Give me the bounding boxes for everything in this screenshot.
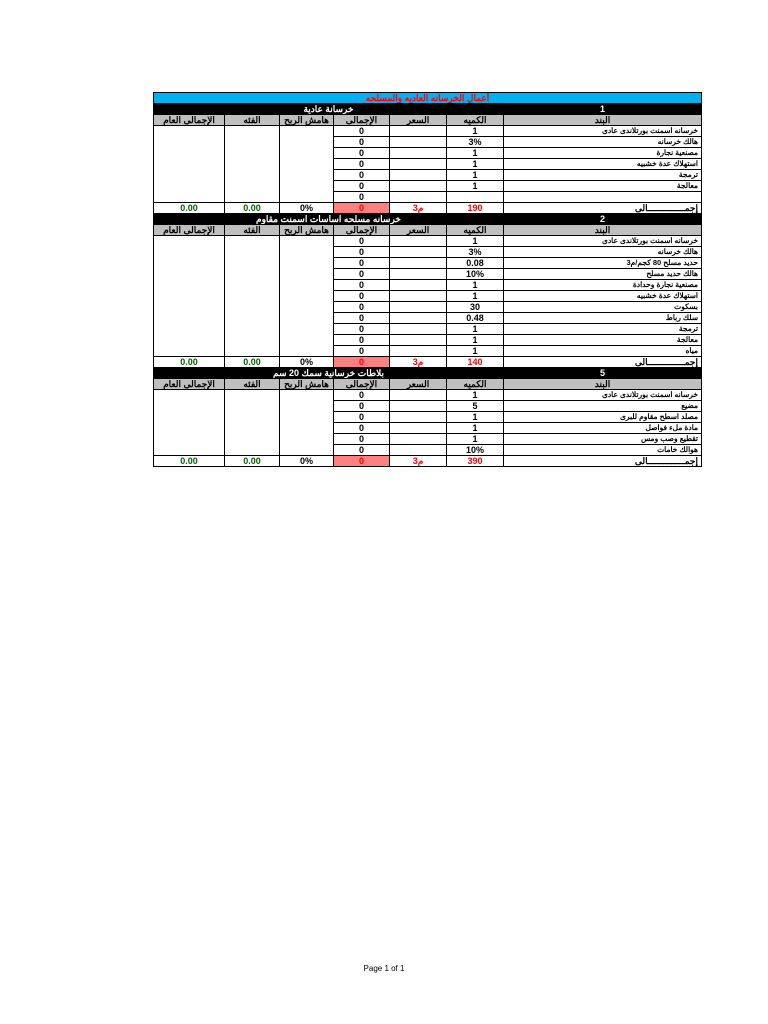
row-qty: 0.48 xyxy=(447,313,504,324)
row-qty: 1 xyxy=(447,148,504,159)
row-price xyxy=(390,247,447,258)
row-price xyxy=(390,159,447,170)
row-item: مضيع xyxy=(504,401,702,412)
header-total: الإجمالى xyxy=(334,379,390,390)
section-number: 5 xyxy=(504,368,702,379)
unit-label: م3 xyxy=(390,203,447,214)
row-qty: 10% xyxy=(447,269,504,280)
row-price xyxy=(390,291,447,302)
header-price: السعر xyxy=(390,115,447,126)
row-item: تقطيع وصب ومس xyxy=(504,434,702,445)
row-qty: 1 xyxy=(447,280,504,291)
header-category: الفئه xyxy=(225,379,280,390)
total-label: إجمــــــــــــــالى xyxy=(504,456,702,467)
header-grand-total: الإجمالى العام xyxy=(154,115,225,126)
row-total: 0 xyxy=(334,137,390,148)
row-item: هالك خرسانه xyxy=(504,137,702,148)
row-qty xyxy=(447,192,504,203)
total-label: إجمــــــــــــــالى xyxy=(504,203,702,214)
row-item: معالجة xyxy=(504,335,702,346)
margin-value: 0% xyxy=(280,357,334,368)
row-price xyxy=(390,269,447,280)
row-qty: 1 xyxy=(447,159,504,170)
section-header xyxy=(154,368,702,379)
row-total: 0 xyxy=(334,390,390,401)
row-total: 0 xyxy=(334,302,390,313)
table-row xyxy=(154,126,702,137)
row-price xyxy=(390,236,447,247)
boq-sheet xyxy=(153,92,702,467)
row-item: حديد مسلح 80 كجم/م3 xyxy=(504,258,702,269)
category-value: 0.00 xyxy=(225,203,280,214)
section-title: خرسانة عادية xyxy=(154,104,504,115)
margin-value: 0% xyxy=(280,456,334,467)
unit-label: م3 xyxy=(390,456,447,467)
section-number: 1 xyxy=(504,104,702,115)
table-row xyxy=(154,236,702,247)
row-item: استهلاك عدة خشبيه xyxy=(504,159,702,170)
row-item: ترمجة xyxy=(504,324,702,335)
row-total: 0 xyxy=(334,423,390,434)
header-category: الفئه xyxy=(225,115,280,126)
row-total: 0 xyxy=(334,148,390,159)
row-qty: 10% xyxy=(447,445,504,456)
header-qty: الكميه xyxy=(447,225,504,236)
row-price xyxy=(390,434,447,445)
section-header xyxy=(154,104,702,115)
row-item: مصنعية نجارة وحدادة xyxy=(504,280,702,291)
header-total: الإجمالى xyxy=(334,115,390,126)
section-number: 2 xyxy=(504,214,702,225)
row-price xyxy=(390,148,447,159)
header-item: البند xyxy=(504,225,702,236)
row-qty: 30 xyxy=(447,302,504,313)
row-qty: 5 xyxy=(447,401,504,412)
row-item: خرسانه اسمنت بورتلاندى عادى xyxy=(504,390,702,401)
section-total-value: 0 xyxy=(334,456,390,467)
header-qty: الكميه xyxy=(447,379,504,390)
row-item: هوالك خامات xyxy=(504,445,702,456)
header-total: الإجمالى xyxy=(334,225,390,236)
row-price xyxy=(390,313,447,324)
grand-total-blank xyxy=(154,390,225,456)
row-total: 0 xyxy=(334,434,390,445)
row-price xyxy=(390,401,447,412)
row-item: خرسانه اسمنت بورتلاندى عادى xyxy=(504,126,702,137)
category-blank xyxy=(225,126,280,203)
row-price xyxy=(390,137,447,148)
header-margin: هامش الربح xyxy=(280,115,334,126)
row-total: 0 xyxy=(334,236,390,247)
category-value: 0.00 xyxy=(225,357,280,368)
row-item: استهلاك عدة خشبيه xyxy=(504,291,702,302)
row-total: 0 xyxy=(334,258,390,269)
header-item: البند xyxy=(504,379,702,390)
row-item: مياه xyxy=(504,346,702,357)
row-total: 0 xyxy=(334,280,390,291)
row-qty: 1 xyxy=(447,291,504,302)
row-total: 0 xyxy=(334,170,390,181)
row-price xyxy=(390,423,447,434)
row-total: 0 xyxy=(334,346,390,357)
section-total-value: 0 xyxy=(334,203,390,214)
header-grand-total: الإجمالى العام xyxy=(154,379,225,390)
row-item: بسكوت xyxy=(504,302,702,313)
margin-blank xyxy=(280,126,334,203)
row-qty: 1 xyxy=(447,423,504,434)
row-price xyxy=(390,258,447,269)
row-price xyxy=(390,170,447,181)
sheet-title-row xyxy=(154,93,702,104)
row-price xyxy=(390,181,447,192)
header-qty: الكميه xyxy=(447,115,504,126)
row-qty: 1 xyxy=(447,170,504,181)
row-total: 0 xyxy=(334,159,390,170)
section-total-row xyxy=(154,357,702,368)
row-price xyxy=(390,390,447,401)
row-qty: 1 xyxy=(447,434,504,445)
column-header-row xyxy=(154,115,702,126)
row-item: معالجة xyxy=(504,181,702,192)
grand-total-blank xyxy=(154,126,225,203)
row-qty: 1 xyxy=(447,346,504,357)
column-header-row xyxy=(154,225,702,236)
row-price xyxy=(390,302,447,313)
row-total: 0 xyxy=(334,126,390,137)
row-total: 0 xyxy=(334,192,390,203)
grand-total-value: 0.00 xyxy=(154,357,225,368)
row-qty: 0.08 xyxy=(447,258,504,269)
row-qty: 1 xyxy=(447,181,504,192)
category-value: 0.00 xyxy=(225,456,280,467)
row-total: 0 xyxy=(334,313,390,324)
grand-total-value: 0.00 xyxy=(154,456,225,467)
row-item: مادة ملء فواصل xyxy=(504,423,702,434)
header-price: السعر xyxy=(390,379,447,390)
total-label: إجمــــــــــــــالى xyxy=(504,357,702,368)
row-total: 0 xyxy=(334,269,390,280)
row-item: ترمجة xyxy=(504,170,702,181)
row-item: مصنعية نجارة xyxy=(504,148,702,159)
section-total-row xyxy=(154,203,702,214)
margin-blank xyxy=(280,390,334,456)
row-item xyxy=(504,192,702,203)
row-total: 0 xyxy=(334,181,390,192)
row-qty: 1 xyxy=(447,126,504,137)
row-qty: 1 xyxy=(447,412,504,423)
header-margin: هامش الربح xyxy=(280,225,334,236)
section-header xyxy=(154,214,702,225)
header-margin: هامش الربح xyxy=(280,379,334,390)
row-price xyxy=(390,192,447,203)
row-total: 0 xyxy=(334,324,390,335)
row-price xyxy=(390,335,447,346)
header-item: البند xyxy=(504,115,702,126)
section-quantity: 190 xyxy=(447,203,504,214)
margin-value: 0% xyxy=(280,203,334,214)
unit-label: م3 xyxy=(390,357,447,368)
row-total: 0 xyxy=(334,412,390,423)
row-qty: 3% xyxy=(447,137,504,148)
row-total: 0 xyxy=(334,445,390,456)
row-item: مصلد اسطح مقاوم للبرى xyxy=(504,412,702,423)
row-price xyxy=(390,412,447,423)
row-total: 0 xyxy=(334,291,390,302)
row-qty: 1 xyxy=(447,236,504,247)
header-grand-total: الإجمالى العام xyxy=(154,225,225,236)
row-qty: 1 xyxy=(447,324,504,335)
row-item: هالك حديد مسلح xyxy=(504,269,702,280)
category-blank xyxy=(225,390,280,456)
row-price xyxy=(390,346,447,357)
row-total: 0 xyxy=(334,247,390,258)
section-quantity: 140 xyxy=(447,357,504,368)
row-qty: 1 xyxy=(447,335,504,346)
grand-total-value: 0.00 xyxy=(154,203,225,214)
category-blank xyxy=(225,236,280,357)
row-price xyxy=(390,445,447,456)
row-item: هالك خرسانه xyxy=(504,247,702,258)
row-price xyxy=(390,126,447,137)
row-qty: 1 xyxy=(447,390,504,401)
row-total: 0 xyxy=(334,335,390,346)
section-quantity: 390 xyxy=(447,456,504,467)
row-price xyxy=(390,280,447,291)
section-total-row xyxy=(154,456,702,467)
row-qty: 3% xyxy=(447,247,504,258)
column-header-row xyxy=(154,379,702,390)
page-footer: Page 1 of 1 xyxy=(363,964,405,973)
row-item: سلك رباط xyxy=(504,313,702,324)
row-item: خرسانه اسمنت بورتلاندى عادى xyxy=(504,236,702,247)
header-price: السعر xyxy=(390,225,447,236)
row-price xyxy=(390,324,447,335)
section-title: بلاطات خرسانية سمك 20 سم xyxy=(154,368,504,379)
row-total: 0 xyxy=(334,401,390,412)
table-row xyxy=(154,390,702,401)
section-total-value: 0 xyxy=(334,357,390,368)
sheet-title: أعمال الخرسانه العاديه والمسلحه xyxy=(154,93,702,104)
header-category: الفئه xyxy=(225,225,280,236)
margin-blank xyxy=(280,236,334,357)
section-title: خرسانه مسلحه اساسات اسمنت مقاوم xyxy=(154,214,504,225)
grand-total-blank xyxy=(154,236,225,357)
